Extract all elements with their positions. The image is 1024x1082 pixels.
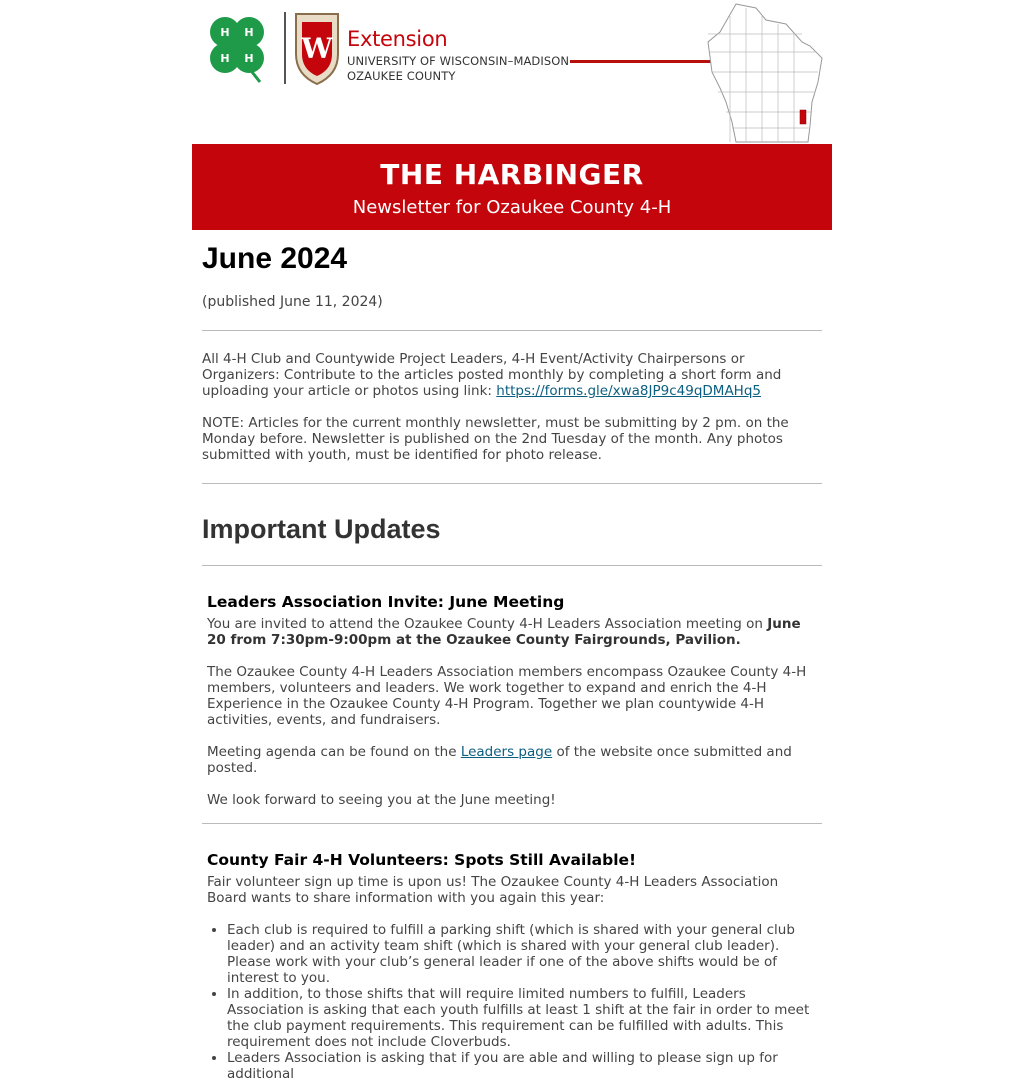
4h-clover-logo [202, 12, 272, 84]
header-red-rule [570, 60, 712, 63]
divider [202, 823, 822, 824]
uw-crest-logo [292, 10, 342, 86]
leaders-page-link[interactable]: Leaders page [460, 744, 553, 760]
svg-text:H: H [244, 52, 254, 65]
paragraph-text: of the website once submitted and posted. [207, 744, 792, 776]
section-title: Important Updates [202, 514, 441, 544]
newsletter-page [192, 0, 832, 1082]
article-paragraph [207, 744, 817, 776]
svg-text:W: W [301, 32, 333, 65]
county-name: OZAUKEE COUNTY [347, 69, 456, 83]
university-name: UNIVERSITY OF WISCONSIN–MADISON [347, 54, 570, 68]
newsletter-content [192, 242, 832, 1082]
svg-text:H: H [244, 26, 254, 39]
article-title: County Fair 4-H Volunteers: Spots Still Available! [207, 851, 637, 869]
meeting-details: June 20 from 7:30pm-9:00pm at the Ozaukee County Fairgrounds, Pavilion. [207, 616, 801, 648]
newsletter-title-banner [192, 144, 832, 230]
newsletter-header [192, 0, 832, 144]
divider [202, 330, 822, 331]
submission-note: NOTE: Articles for the current monthly newsletter, must be submitting by 2 pm. on the Monday before. Newsletter is published on the 2nd Tuesday of the month. Any photos submitted with youth, must be identified for photo release. [202, 415, 789, 463]
newsletter-title: THE HARBINGER [380, 158, 644, 191]
svg-text:H: H [220, 26, 230, 39]
list-item: • Leaders Association is asking that if you are able and willing to please sign up for additional [227, 1050, 817, 1082]
divider [202, 565, 822, 566]
paragraph-text: Meeting agenda can be found on the [207, 744, 461, 760]
paragraph-text: You are invited to attend the Ozaukee County 4-H Leaders Association meeting on [207, 616, 768, 632]
intro-text: All 4-H Club and Countywide Project Leaders, 4-H Event/Activity Chairpersons or Organizers: Contribute to the articles posted monthly by completing a short form and uploading your article or photos using link: [202, 351, 782, 399]
intro-paragraph [202, 351, 822, 399]
newsletter-subtitle: Newsletter for Ozaukee County 4-H [352, 197, 672, 218]
article-paragraph [207, 616, 817, 648]
volunteer-requirements-list [207, 922, 817, 1082]
published-date: (published June 11, 2024) [202, 294, 383, 310]
wisconsin-map-icon [706, 2, 832, 144]
issue-title: June 2024 [202, 242, 348, 275]
article-paragraph: The Ozaukee County 4-H Leaders Association members encompass Ozaukee County 4-H members, volunteers and leaders. We work together to expand and enrich the 4-H Experience in the Ozaukee County 4-H Program. Together we plan countywide 4-H activities, events, and fundraisers. [207, 664, 807, 728]
list-item: • Each club is required to fulfill a parking shift (which is shared with your general club leader) and an activity team shift (which is shared with your general club leader). Please work with your club’s general leader if one of the above shifts would be of interest to you. [227, 922, 817, 986]
article-leaders-meeting [202, 593, 822, 808]
article-paragraph: Fair volunteer sign up time is upon us! The Ozaukee County 4-H Leaders Association Board wants to share information with you again this year: [207, 874, 779, 906]
extension-title: Extension [347, 27, 448, 51]
list-item: • In addition, to those shifts that will require limited numbers to fulfill, Leaders Association is asking that each youth fulfills at least 1 shift at the fair in order to meet the club payment requirements. This requirement can be fulfilled with adults. This requirement does not include Cloverbuds. [227, 986, 817, 1050]
svg-text:H: H [220, 52, 230, 65]
submission-form-link[interactable]: https://forms.gle/xwa8JP9c49qDMAHq5 [496, 383, 761, 399]
divider [202, 483, 822, 484]
logo-divider [284, 12, 286, 84]
article-paragraph: We look forward to seeing you at the June meeting! [207, 792, 556, 808]
article-fair-volunteers [202, 851, 822, 1082]
article-title: Leaders Association Invite: June Meeting [207, 593, 565, 611]
